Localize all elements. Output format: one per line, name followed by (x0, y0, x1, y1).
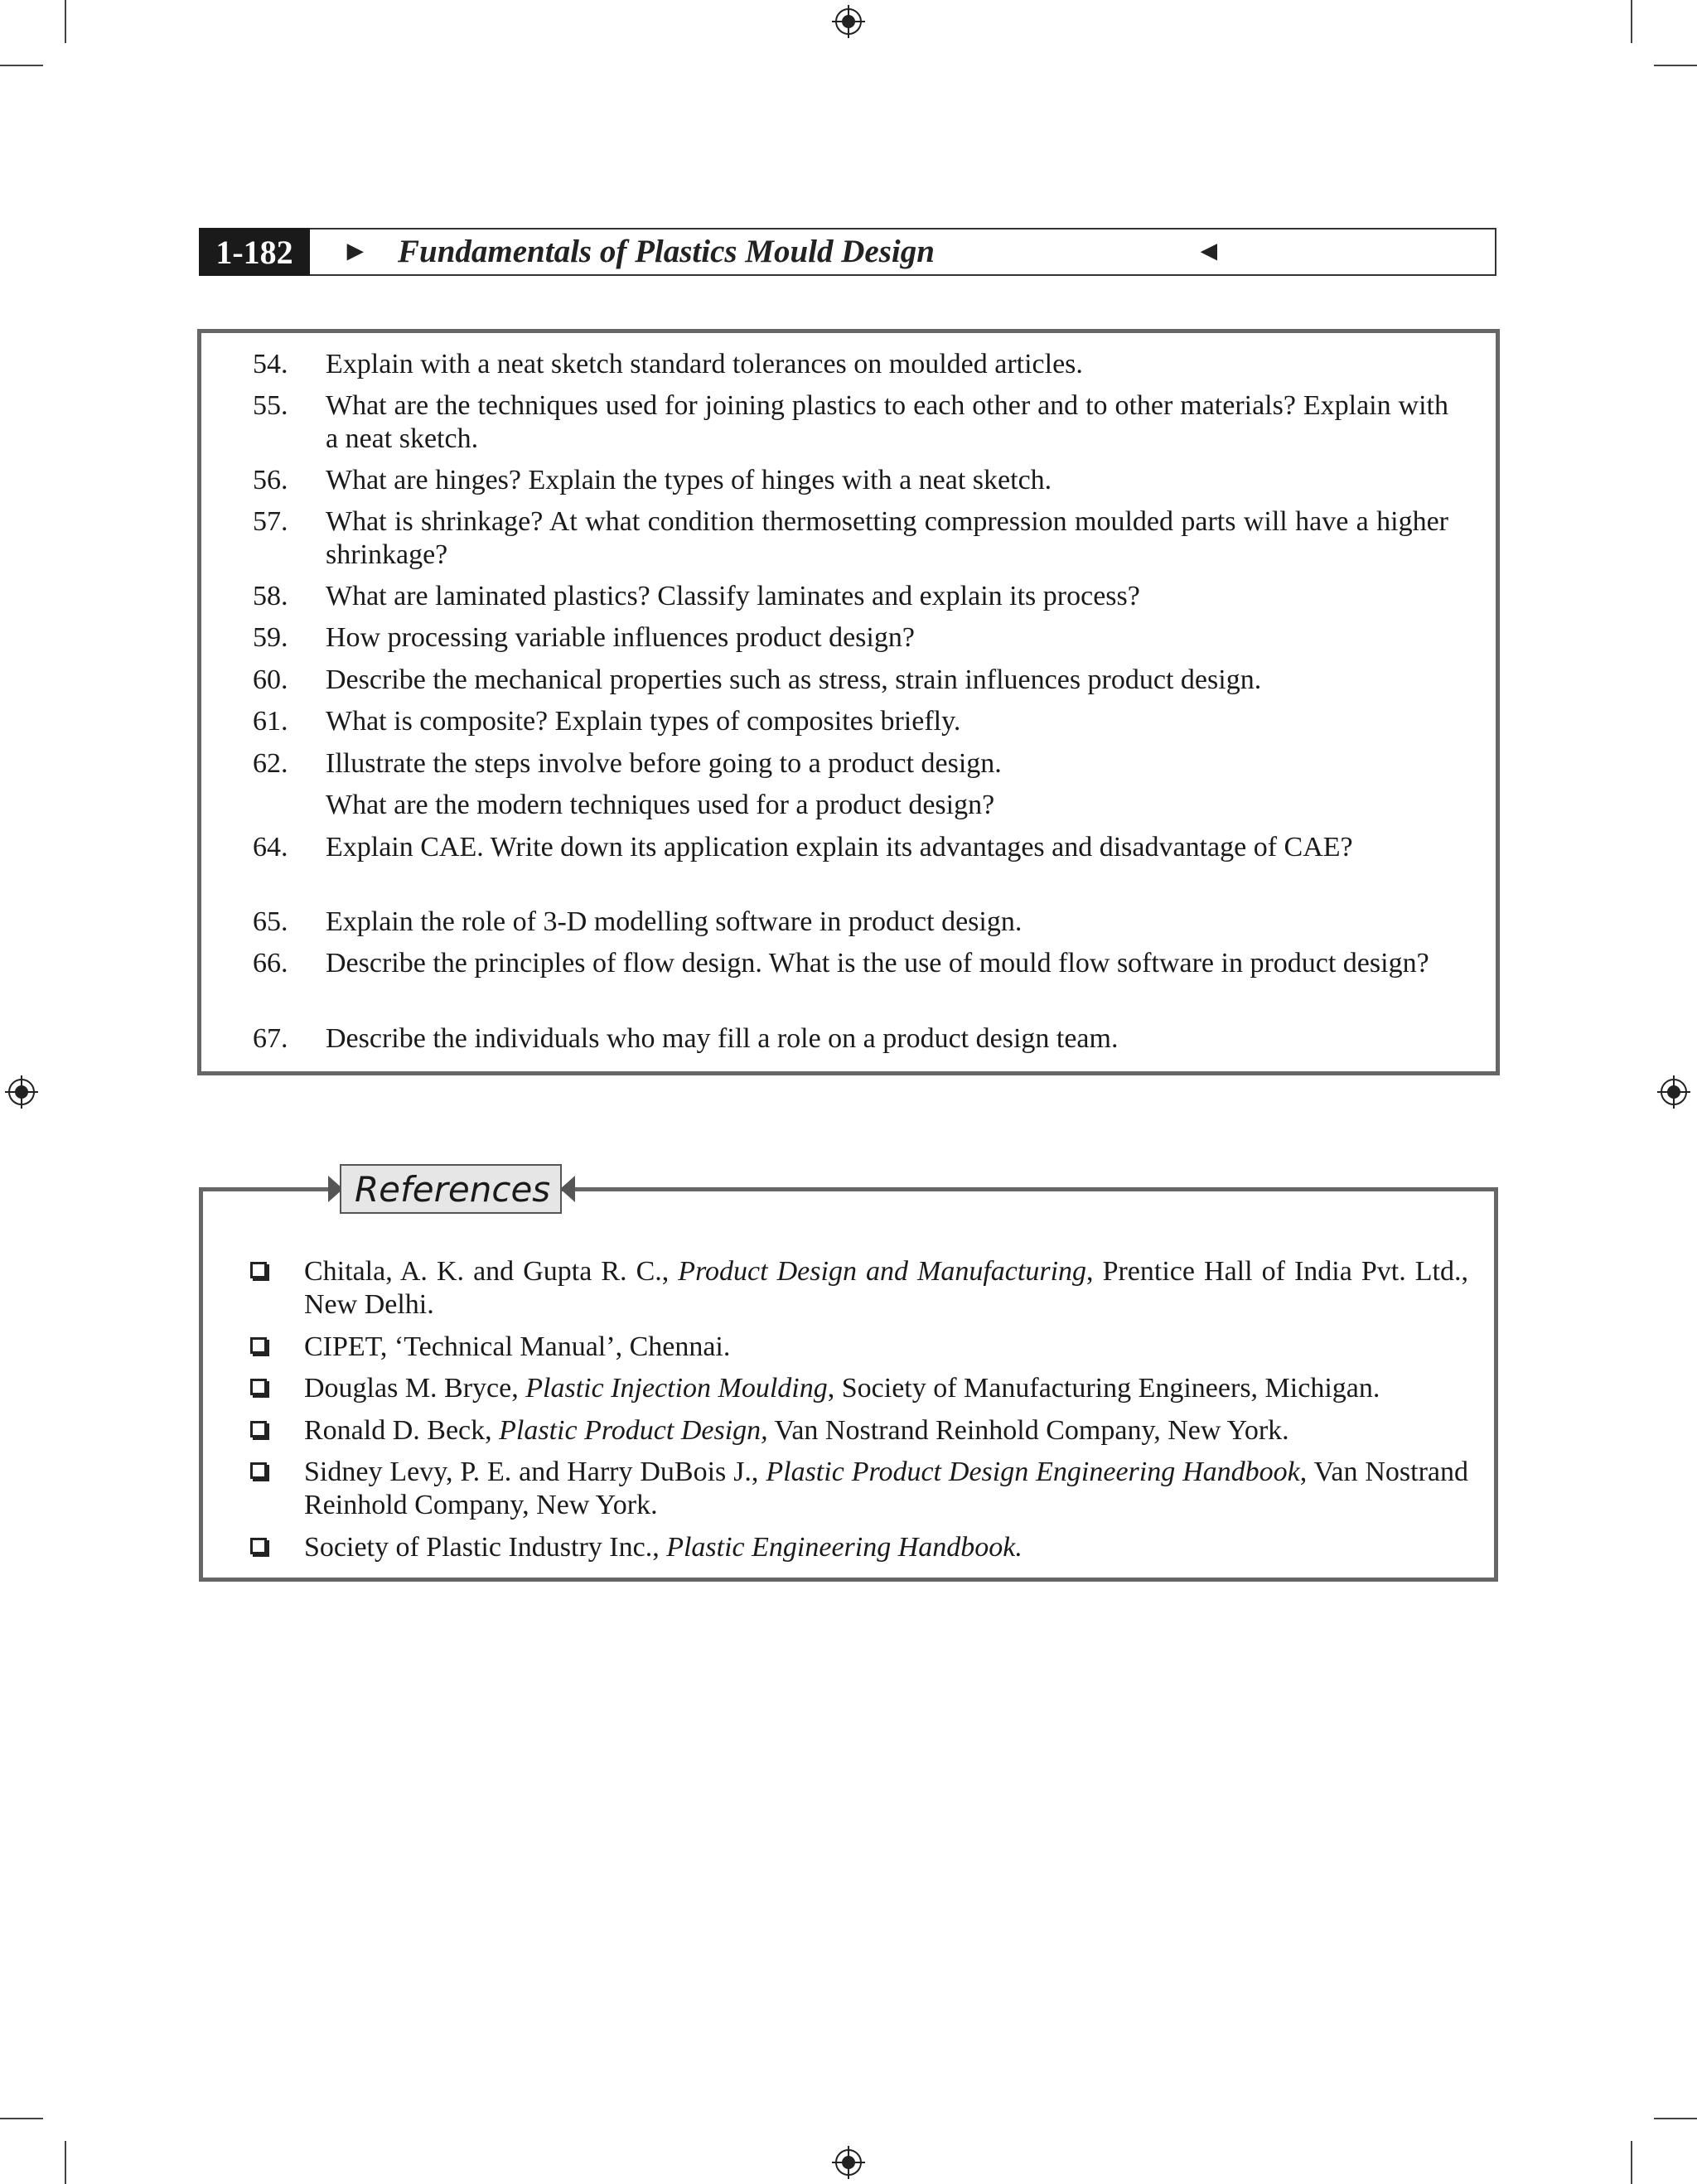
reference-text: Society of Plastic Industry Inc., Plastic Engineering Handbook. (304, 1532, 1023, 1563)
reference-text: Chitala, A. K. and Gupta R. C., Product Design and Manufacturing, Prentice Hall of India Pvt. Ltd., New Delhi. (304, 1256, 1468, 1320)
question-text: Illustrate the steps involve before going to a product design. (326, 748, 1002, 779)
registration-mark-icon (832, 5, 865, 38)
book-title: Fundamentals of Plastics Mould Design (398, 234, 935, 269)
question-number: 66. (253, 948, 288, 978)
question-text: Describe the mechanical properties such as stress, strain influences product design. (326, 664, 1262, 695)
question-text: How processing variable influences product design? (326, 622, 915, 653)
question-number: 55. (253, 390, 288, 421)
question-number: 56. (253, 465, 288, 495)
arrow-left-icon: ◄ (1195, 236, 1223, 267)
registration-mark-icon (832, 2146, 865, 2179)
checkbox-bullet-icon (250, 1262, 267, 1278)
question-text: Describe the principles of flow design. What is the use of mould flow software in product design? (326, 948, 1429, 978)
reference-text: Sidney Levy, P. E. and Harry DuBois J., Plastic Product Design Engineering Handbook, Van Nostrand Reinhold Company, New York. (304, 1457, 1469, 1520)
reference-text: Ronald D. Beck, Plastic Product Design, Van Nostrand Reinhold Company, New York. (304, 1415, 1289, 1446)
crop-mark (65, 2141, 66, 2184)
question-text: What is composite? Explain types of composites briefly. (326, 706, 961, 737)
crop-mark (1631, 0, 1632, 43)
checkbox-bullet-icon (250, 1337, 267, 1354)
checkbox-bullet-icon (250, 1462, 267, 1479)
question-text: What is shrinkage? At what condition thermosetting compression moulded parts will have a higher shrinkage? (326, 506, 1448, 570)
question-text: What are hinges? Explain the types of hinges with a neat sketch. (326, 465, 1052, 495)
question-number: 60. (253, 664, 288, 695)
question-text: Explain with a neat sketch standard tolerances on moulded articles. (326, 349, 1083, 379)
question-text: Describe the individuals who may fill a role on a product design team. (326, 1023, 1119, 1054)
registration-mark-icon (5, 1075, 38, 1109)
checkbox-bullet-icon (250, 1379, 267, 1395)
question-number: 62. (253, 748, 288, 779)
crop-mark (1654, 65, 1697, 66)
checkbox-bullet-icon (250, 1538, 267, 1554)
crop-mark (65, 0, 66, 43)
question-number: 65. (253, 906, 288, 937)
checkbox-bullet-icon (250, 1421, 267, 1437)
question-text: What are the modern techniques used for a product design? (326, 790, 995, 820)
question-text: What are the techniques used for joining plastics to each other and to other materials? Explain with a neat sketch. (326, 390, 1448, 454)
crop-mark (1631, 2141, 1632, 2184)
question-number: 54. (253, 349, 288, 379)
references-heading: References (340, 1164, 562, 1214)
page-number: 1-182 (199, 228, 310, 276)
crop-mark (0, 65, 43, 66)
crop-mark (1654, 2118, 1697, 2119)
question-number: 64. (253, 832, 288, 862)
running-header (199, 228, 1496, 276)
question-number: 61. (253, 706, 288, 737)
arrow-right-icon: ► (341, 236, 370, 267)
question-number: 67. (253, 1023, 288, 1054)
tab-right-triangle-icon (560, 1176, 575, 1202)
reference-text: CIPET, ‘Technical Manual’, Chennai. (304, 1331, 731, 1362)
question-text: Explain the role of 3-D modelling software in product design. (326, 906, 1023, 937)
references-box (199, 1187, 1498, 1582)
crop-mark (0, 2118, 43, 2119)
question-text: Explain CAE. Write down its application explain its advantages and disadvantage of CAE? (326, 832, 1353, 862)
reference-text: Douglas M. Bryce, Plastic Injection Moulding, Society of Manufacturing Engineers, Michigan. (304, 1373, 1380, 1404)
question-text: What are laminated plastics? Classify laminates and explain its process? (326, 581, 1140, 611)
registration-mark-icon (1657, 1075, 1690, 1109)
question-number: 59. (253, 622, 288, 653)
questions-box (197, 329, 1500, 1075)
question-number: 58. (253, 581, 288, 611)
question-number: 57. (253, 506, 288, 537)
